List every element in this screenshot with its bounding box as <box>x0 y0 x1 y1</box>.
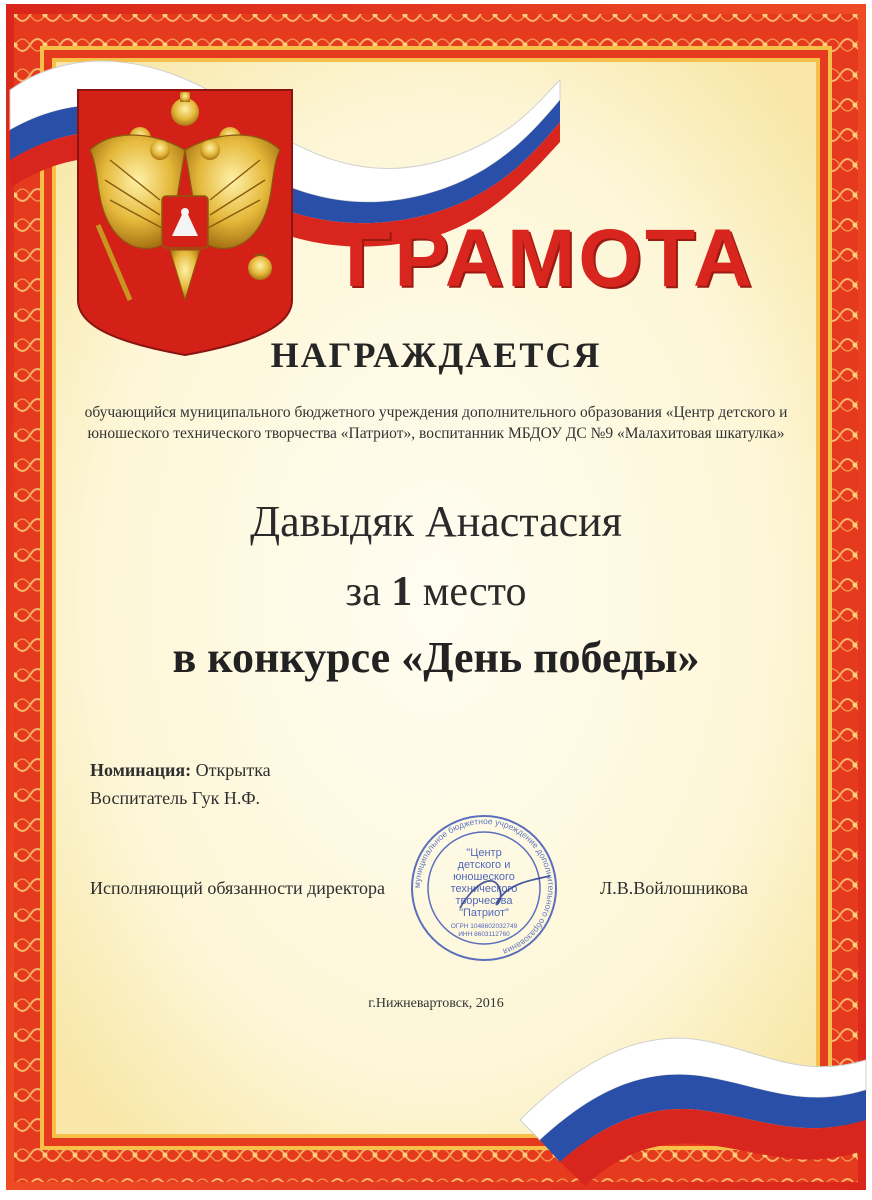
nomination-label: Номинация: <box>90 760 192 780</box>
nomination-line <box>90 760 271 781</box>
organization-text: обучающийся муниципального бюджетного учреждения дополнительного образования «Центр детского и юношеского технического творчества «Патриот», воспитанник МБДОУ ДС №9 «Малахитовая шкатулка» <box>84 404 788 442</box>
place-line <box>0 568 872 616</box>
place-prefix: за <box>345 569 381 615</box>
director-title: Исполняющий обязанности директора <box>90 878 386 898</box>
city-year: г.Нижневартовск, 2016 <box>368 996 504 1011</box>
stamp-line-2: детского и <box>457 859 511 871</box>
stamp-inn: ИНН 8603112760 <box>458 931 510 938</box>
director-name: Л.В.Войлошникова <box>600 878 749 898</box>
stamp-line-4: технического <box>450 883 518 895</box>
recipient-name: Давыдяк Анастасия <box>250 497 622 546</box>
stamp-line-6: "Патриот" <box>459 907 509 919</box>
contest-name: в конкурсе «День победы» <box>172 633 700 682</box>
stamp-ring-text: муниципальное бюджетное учреждение дополнительного образования <box>411 815 557 957</box>
place-suffix: место <box>422 569 527 615</box>
teacher-line: Воспитатель Гук Н.Ф. <box>90 788 261 808</box>
stamp-line-1: "Центр <box>466 847 502 859</box>
stamp-line-3: юношеского <box>453 871 515 883</box>
seal-stamp-icon <box>400 812 568 964</box>
coat-of-arms-icon <box>78 90 292 355</box>
place-number: 1 <box>391 569 413 615</box>
stamp-ogrn: ОГРН 1048602032749 <box>450 923 518 930</box>
stamp-line-5: творчества <box>455 895 513 907</box>
awarded-heading: НАГРАЖДАЕТСЯ <box>270 335 602 375</box>
certificate-title: ГРАМОТА <box>344 213 756 304</box>
nomination-value: Открытка <box>195 760 271 780</box>
